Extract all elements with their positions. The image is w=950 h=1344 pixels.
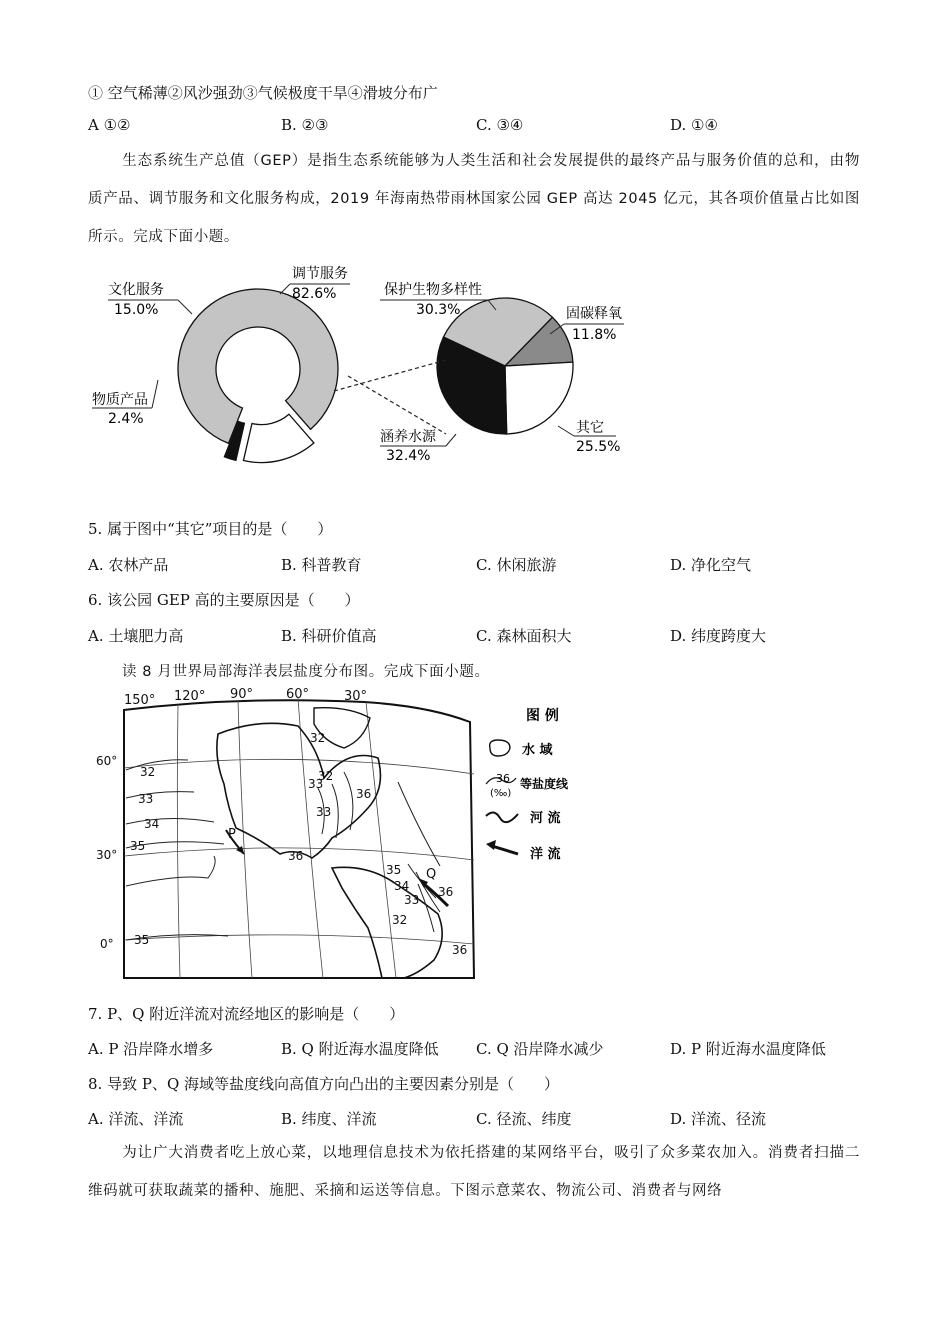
slice-3 <box>505 362 573 434</box>
value-biodiversity: 30.3% <box>416 302 461 318</box>
option-d[interactable]: D. ①④ <box>670 116 718 134</box>
legend-isohaline-label: 等盐度线 <box>520 777 569 791</box>
q5-option-c[interactable]: C. 休闲旅游 <box>476 556 557 574</box>
lon-150: 150° <box>124 693 156 708</box>
point-label-q: Q <box>426 867 437 882</box>
q6-stem: 6. 该公园 GEP 高的主要原因是（ ） <box>88 591 360 609</box>
water-area-icon <box>490 740 510 756</box>
gep-chart <box>80 258 660 468</box>
q6-option-d[interactable]: D. 纬度跨度大 <box>670 627 767 645</box>
connector-line-top <box>334 360 446 391</box>
isohaline-label: 33 <box>308 777 324 791</box>
q6-option-b[interactable]: B. 科研价值高 <box>281 627 377 645</box>
lon-90: 90° <box>230 688 254 702</box>
leader-cultural-2 <box>178 300 192 314</box>
gep-passage-text: 生态系统生产总值（GEP）是指生态系统能够为人类生活和社会发展提供的最终产品与服务价值的总和，由物质产品、调节服务和文化服务构成，2019 年海南热带雨林国家公园 GEP 高达 2045 亿元，其各项价值量占比如图所示。完成下面小题。 <box>88 153 860 245</box>
statement-list: ① 空气稀薄②风沙强劲③气候极度干旱④滑坡分布广 <box>88 84 438 102</box>
q7-option-b[interactable]: B. Q 附近海水温度降低 <box>281 1040 439 1058</box>
isohaline-label: 35 <box>134 933 150 947</box>
isohaline-label: 34 <box>144 817 160 831</box>
q7-option-d[interactable]: D. P 附近海水温度降低 <box>670 1040 826 1058</box>
q5-options <box>88 554 888 576</box>
isohaline-label: 33 <box>138 792 154 806</box>
q6-option-c[interactable]: C. 森林面积大 <box>476 627 572 645</box>
q5-option-a[interactable]: A. 农林产品 <box>88 556 169 574</box>
legend-title: 图 例 <box>526 708 559 724</box>
value-regulation-service: 82.6% <box>292 286 337 302</box>
salinity-passage: 读 8 月世界局部海洋表层盐度分布图。完成下面小题。 <box>122 664 490 680</box>
map-frame <box>124 700 474 978</box>
map-legend <box>486 707 569 862</box>
isohaline-label: 33 <box>404 893 420 907</box>
option-a[interactable]: A ①② <box>88 116 131 134</box>
platform-passage <box>88 1134 860 1210</box>
gep-passage <box>88 142 860 256</box>
legend-isohaline-unit: (‰) <box>490 788 512 799</box>
label-others: 其它 <box>576 420 604 436</box>
leader-water-2 <box>446 434 456 446</box>
isohaline-label: 32 <box>392 913 408 927</box>
q8-stem: 8. 导致 P、Q 海域等盐度线向高值方向凸出的主要因素分别是（ ） <box>88 1075 560 1093</box>
label-water-conservation: 涵养水源 <box>380 429 436 445</box>
legend-water-label: 水 域 <box>522 743 553 758</box>
slice-1 <box>178 289 338 443</box>
q8-option-b[interactable]: B. 纬度、洋流 <box>281 1110 377 1128</box>
isohaline-label: 32 <box>318 769 334 783</box>
label-regulation-service: 调节服务 <box>292 266 348 282</box>
lat-0: 0° <box>100 937 114 951</box>
q8-options <box>88 1108 888 1130</box>
q5-option-d[interactable]: D. 净化空气 <box>670 556 752 574</box>
regulation-service-pie <box>437 298 573 434</box>
prev-question-options <box>88 116 888 138</box>
q8-option-c[interactable]: C. 径流、纬度 <box>476 1110 572 1128</box>
leader-others-2 <box>558 426 574 436</box>
isohaline-label: 36 <box>452 943 468 957</box>
option-b[interactable]: B. ②③ <box>281 116 329 134</box>
option-c[interactable]: C. ③④ <box>476 116 524 134</box>
isohaline-label: 32 <box>310 731 326 745</box>
q7-stem: 7. P、Q 附近洋流对流经地区的影响是（ ） <box>88 1005 405 1023</box>
isohaline-label: 33 <box>316 805 332 819</box>
connector-line-bottom <box>348 376 446 434</box>
isohaline-label: 36 <box>356 787 372 801</box>
isohaline-value-labels <box>130 731 467 957</box>
isohaline-label: 35 <box>130 839 146 853</box>
leader-material-2 <box>152 380 158 408</box>
lon-120: 120° <box>174 689 206 704</box>
q7-options <box>88 1038 888 1060</box>
legend-current-label: 洋 流 <box>530 847 561 862</box>
platform-passage-text: 为让广大消费者吃上放心菜，以地理信息技术为依托搭建的某网络平台，吸引了众多菜农加入。消费者扫描二维码就可获取蔬菜的播种、施肥、采摘和运送等信息。下图示意菜农、物流公司、消费者与网络 <box>88 1145 860 1199</box>
isohaline-label: 32 <box>140 765 156 779</box>
point-label-p: P <box>228 827 236 842</box>
value-others: 25.5% <box>576 439 621 455</box>
lon-60: 60° <box>286 688 310 702</box>
lat-30: 30° <box>96 848 118 862</box>
q5-option-b[interactable]: B. 科普教育 <box>281 556 362 574</box>
isohaline-label: 36 <box>438 885 454 899</box>
salinity-map <box>118 688 618 980</box>
lon-30: 30° <box>344 689 368 704</box>
value-material-product: 2.4% <box>108 411 144 427</box>
q6-options <box>88 625 888 647</box>
value-carbon-oxygen: 11.8% <box>572 327 617 343</box>
legend-isohaline-sample: 36 <box>496 772 510 785</box>
q6-option-a[interactable]: A. 土壤肥力高 <box>88 627 184 645</box>
lat-60: 60° <box>96 754 118 768</box>
gep-donut-chart <box>178 289 338 463</box>
label-biodiversity: 保护生物多样性 <box>384 282 482 298</box>
river-icon <box>486 812 518 822</box>
q7-option-a[interactable]: A. P 沿岸降水增多 <box>88 1040 214 1058</box>
q8-option-d[interactable]: D. 洋流、径流 <box>670 1110 767 1128</box>
current-icon <box>486 840 518 854</box>
map-labels <box>124 688 367 708</box>
q8-option-a[interactable]: A. 洋流、洋流 <box>88 1110 184 1128</box>
label-cultural-service: 文化服务 <box>108 282 164 298</box>
value-cultural-service: 15.0% <box>114 302 159 318</box>
legend-river-label: 河 流 <box>530 811 561 826</box>
label-carbon-oxygen: 固碳释氧 <box>566 306 622 322</box>
q5-stem: 5. 属于图中“其它”项目的是（ ） <box>88 520 333 538</box>
isohaline-label: 34 <box>394 879 410 893</box>
label-material-product: 物质产品 <box>92 392 148 408</box>
isohaline-label: 36 <box>288 849 304 863</box>
isohaline-label: 35 <box>386 863 402 877</box>
value-water-conservation: 32.4% <box>386 448 431 464</box>
q7-option-c[interactable]: C. Q 沿岸降水减少 <box>476 1040 604 1058</box>
leader-regulation-2 <box>280 284 290 294</box>
graticule <box>124 698 474 978</box>
